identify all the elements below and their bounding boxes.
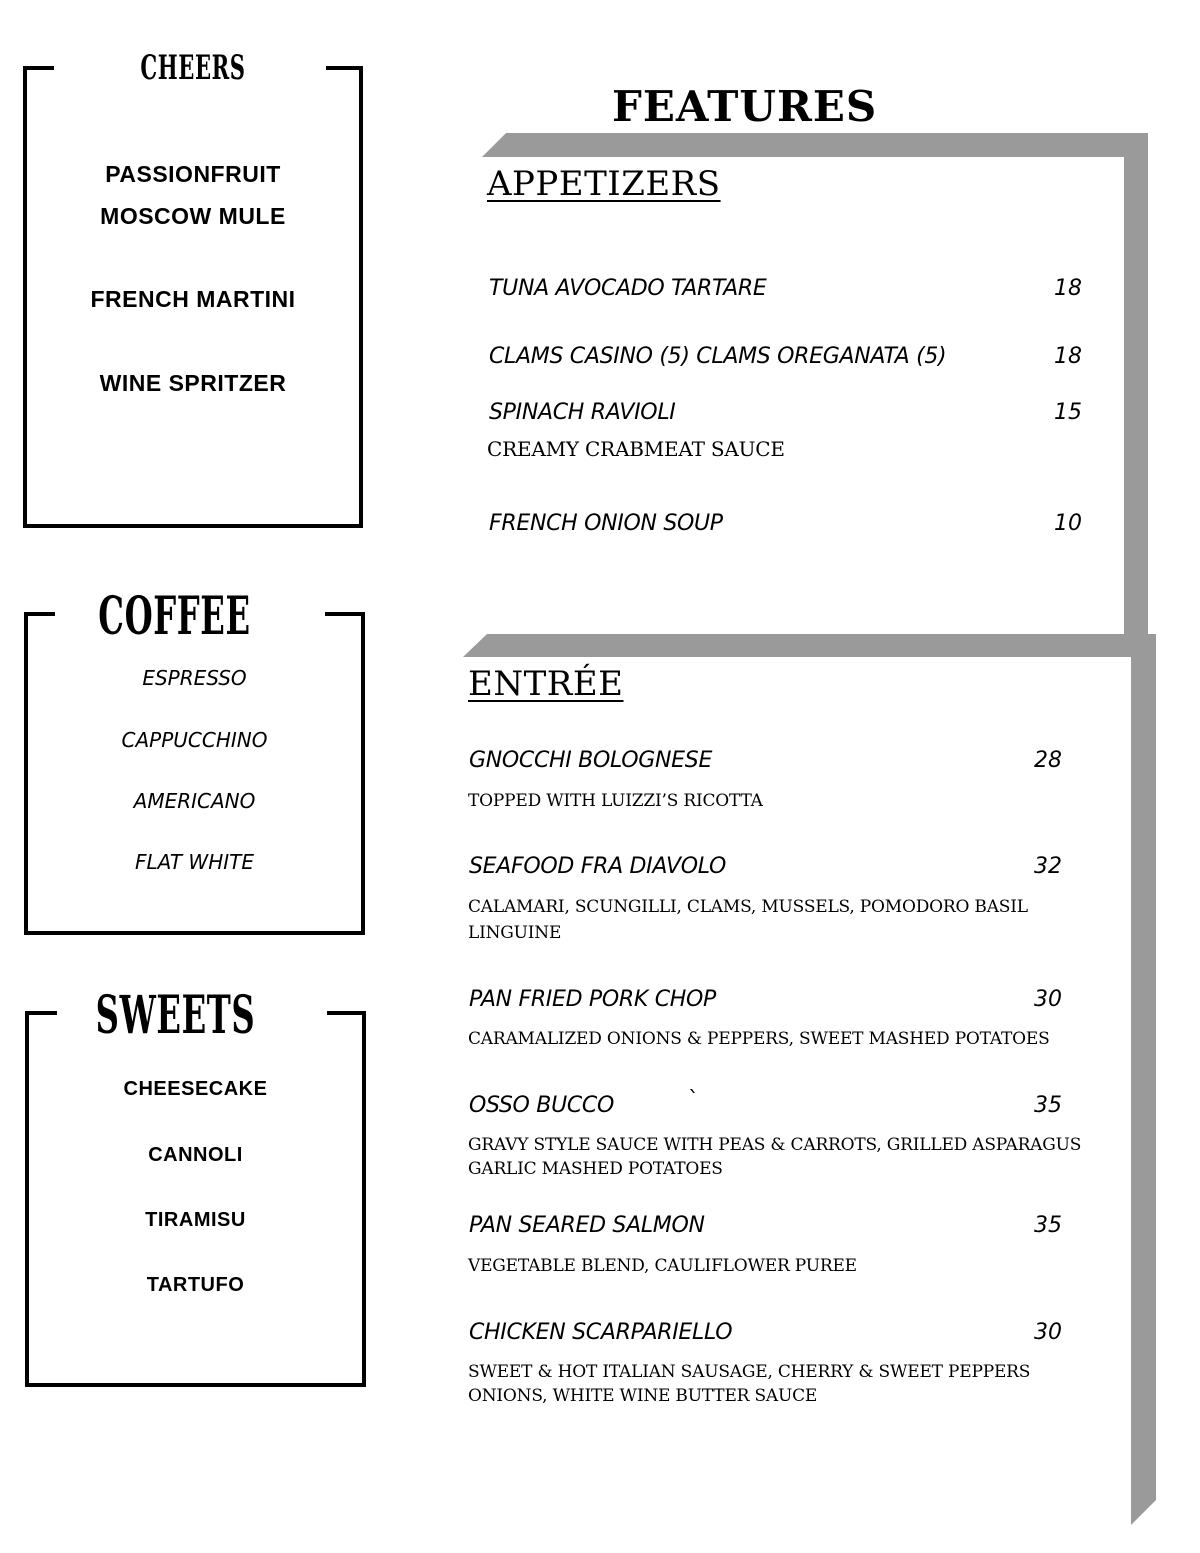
sweets-item: CANNOLI	[148, 1144, 243, 1166]
entree-description: VEGETABLE BLEND, CAULIFLOWER PUREE	[468, 1256, 857, 1276]
entree-description: CARAMALIZED ONIONS & PEPPERS, SWEET MASHED POTATOES	[468, 1029, 1050, 1049]
cheers-title: CHEERS	[140, 48, 246, 88]
entree-description: CALAMARI, SCUNGILLI, CLAMS, MUSSELS, POMODORO BASIL	[468, 897, 1028, 917]
entree-description: GRAVY STYLE SAUCE WITH PEAS & CARROTS, GRILLED ASPARAGUS	[468, 1135, 1082, 1155]
cheers-item: PASSIONFRUIT	[105, 161, 281, 187]
entree-description-line2: GARLIC MASHED POTATOES	[468, 1159, 723, 1179]
coffee-item: AMERICANO	[133, 789, 256, 813]
sweets-box-top-left	[25, 1011, 57, 1015]
entree-name: PAN SEARED SALMON	[469, 1213, 705, 1238]
entree-name: SEAFOOD FRA DIAVOLO	[469, 854, 727, 879]
entree-description-line2: ONIONS, WHITE WINE BUTTER SAUCE	[468, 1386, 818, 1406]
cheers-item: FRENCH MARTINI	[90, 286, 296, 312]
entree-price: 30	[1034, 1320, 1062, 1345]
entree-name: CHICKEN SCARPARIELLO	[469, 1320, 733, 1345]
sweets-item: CHEESECAKE	[123, 1078, 268, 1100]
appetizers-title: APPETIZERS	[487, 164, 721, 204]
appetizer-price: 18	[1054, 276, 1082, 301]
entree-stray-mark: `	[688, 1088, 699, 1113]
appetizer-name: TUNA AVOCADO TARTARE	[489, 276, 767, 301]
entree-price: 28	[1034, 748, 1062, 773]
entree-price: 30	[1034, 987, 1062, 1012]
appetizer-price: 10	[1054, 511, 1082, 536]
appetizer-name: CLAMS CASINO (5) CLAMS OREGANATA (5)	[489, 344, 947, 369]
coffee-item: CAPPUCCHINO	[121, 728, 268, 752]
coffee-box-top-right	[325, 612, 365, 616]
cheers-item: MOSCOW MULE	[100, 203, 286, 229]
appetizer-name: SPINACH RAVIOLI	[489, 400, 676, 425]
features-title: FEATURES	[612, 82, 878, 131]
coffee-title: COFFEE	[98, 586, 251, 647]
entree-title: ENTRÉE	[468, 664, 624, 704]
appetizer-description: CREAMY CRABMEAT SAUCE	[487, 437, 785, 461]
entree-name: OSSO BUCCO	[469, 1093, 615, 1118]
entree-name: GNOCCHI BOLOGNESE	[469, 748, 713, 773]
entree-name: PAN FRIED PORK CHOP	[469, 987, 717, 1012]
entree-description: SWEET & HOT ITALIAN SAUSAGE, CHERRY & SWEET PEPPERS	[468, 1362, 1031, 1382]
sweets-item: TARTUFO	[146, 1274, 245, 1296]
coffee-box	[24, 586, 365, 935]
coffee-box-top-left	[24, 612, 55, 616]
sweets-box	[25, 985, 366, 1387]
appetizer-price: 15	[1054, 400, 1082, 425]
coffee-item: FLAT WHITE	[134, 850, 254, 874]
appetizer-name: FRENCH ONION SOUP	[489, 511, 723, 536]
sweets-item: TIRAMISU	[145, 1209, 246, 1231]
entree-price: 32	[1034, 854, 1062, 879]
cheers-box-top-right	[326, 66, 363, 70]
sweets-box-top-right	[327, 1011, 366, 1015]
appetizers-panel-shadow	[482, 133, 1148, 636]
cheers-box	[23, 48, 363, 528]
entree-price: 35	[1034, 1213, 1062, 1238]
coffee-item: ESPRESSO	[142, 666, 247, 690]
cheers-box-top-left	[23, 66, 54, 70]
entree-description-line2: LINGUINE	[468, 923, 562, 943]
appetizer-price: 18	[1054, 344, 1082, 369]
sweets-title: SWEETS	[95, 985, 256, 1046]
entree-price: 35	[1034, 1093, 1062, 1118]
cheers-item: WINE SPRITZER	[99, 370, 287, 396]
entree-description: TOPPED WITH LUIZZI’S RICOTTA	[468, 791, 763, 811]
